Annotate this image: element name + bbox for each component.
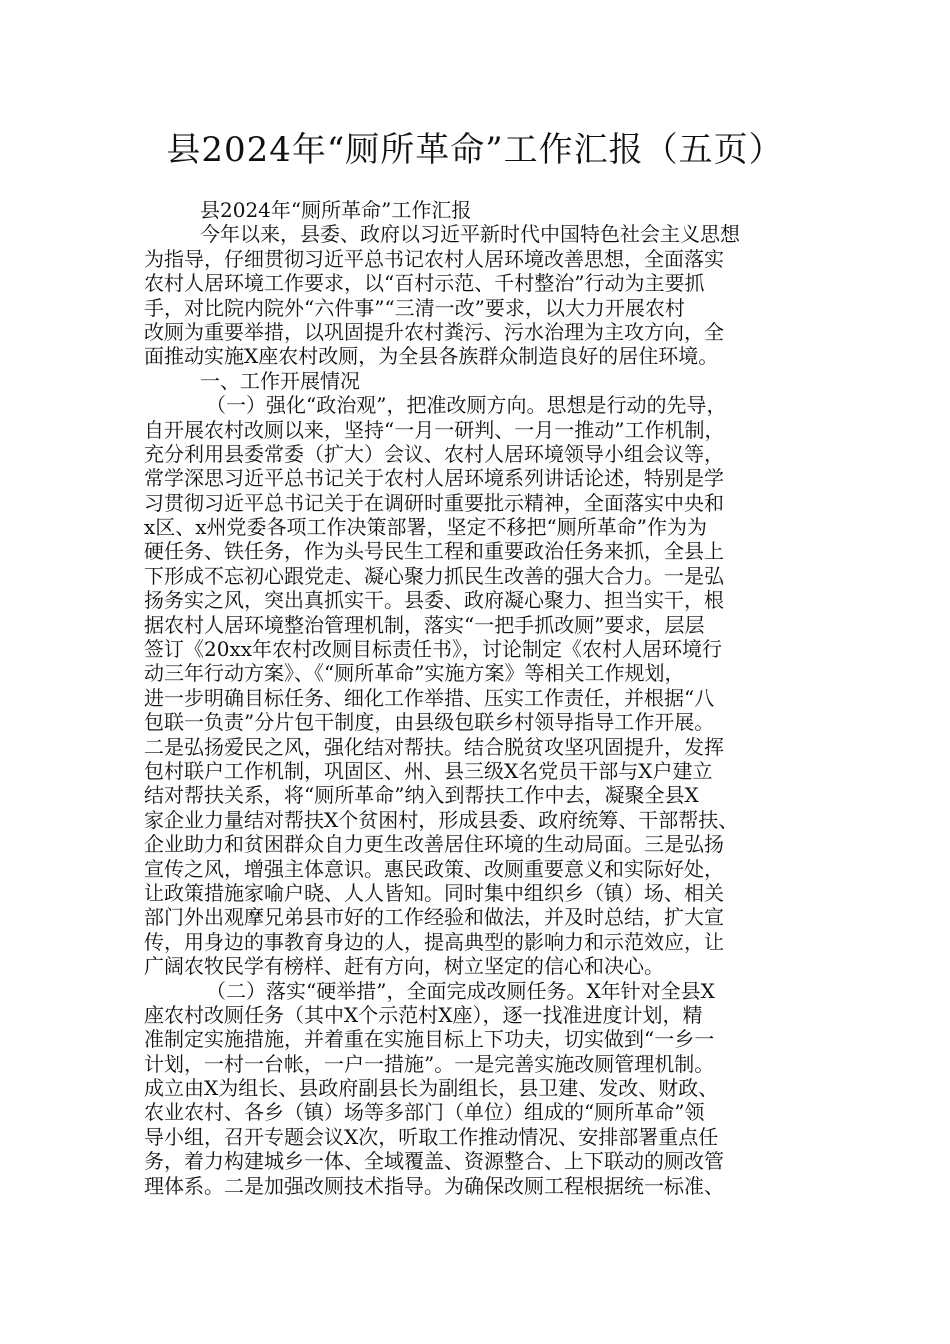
text-line: 面推动实施X座农村改厕，为全县各族群众制造良好的居住环境。	[144, 344, 719, 369]
text-line: 改厕为重要举措，以巩固提升农村粪污、污水治理为主攻方向，全	[144, 319, 724, 344]
text-line: 农业农村、各乡（镇）场等多部门（单位）组成的“厕所革命”领	[144, 1100, 705, 1125]
text-line: 手，对比院内院外“六件事”“三清一改”要求，以大力开展农村	[144, 295, 685, 320]
text-line: 务，着力构建城乡一体、全域覆盖、资源整合、上下联动的厕改管	[144, 1149, 724, 1174]
text-line: （二）落实“硬举措”，全面完成改厕任务。X年针对全县X	[206, 978, 715, 1003]
text-line: 充分利用县委常委（扩大）会议、农村人居环境领导小组会议等，	[144, 441, 724, 466]
text-line: 成立由X为组长、县政府副县长为副组长，县卫建、发改、财政、	[144, 1076, 719, 1101]
text-line: 动三年行动方案》、《“厕所革命”实施方案》等相关工作规划，	[144, 661, 685, 686]
text-line: 结对帮扶关系，将“厕所革命”纳入到帮扶工作中去，凝聚全县X	[144, 783, 699, 808]
text-line: 广阔农牧民学有榜样、赶有方向，树立坚定的信心和决心。	[144, 954, 664, 979]
text-line: 自开展农村改厕以来，坚持“一月一研判、一月一推动”工作机制，	[144, 417, 725, 442]
text-line: 县2024年“厕所革命”工作汇报	[200, 198, 472, 222]
text-line: 进一步明确目标任务、细化工作举措、压实工作责任，并根据“八	[144, 685, 715, 710]
document-body	[144, 198, 808, 1198]
text-line: 座农村改厕任务（其中X个示范村X座），逐一找准进度计划，精	[144, 1002, 703, 1027]
text-line: 理体系。二是加强改厕技术指导。为确保改厕工程根据统一标准、	[144, 1173, 724, 1198]
section-heading: 一、工作开展情况	[200, 368, 360, 393]
text-line: 据农村人居环境整治管理机制，落实“一把手抓改厕”要求，层层	[144, 612, 705, 637]
text-line: 企业助力和贫困群众自力更生改善居住环境的生动局面。三是弘扬	[144, 832, 724, 857]
text-line: 传，用身边的事教育身边的人，提高典型的影响力和示范效应，让	[144, 929, 724, 954]
text-line: 准制定实施措施，并着重在实施目标上下功夫，切实做到“一乡一	[144, 1027, 715, 1052]
text-line: 农村人居环境工作要求，以“百村示范、千村整治”行动为主要抓	[144, 271, 705, 296]
text-line: 二是弘扬爱民之风，强化结对帮扶。结合脱贫攻坚巩固提升，发挥	[144, 734, 724, 759]
text-line: 家企业力量结对帮扶X个贫困村，形成县委、政府统筹、干部帮扶、	[144, 807, 739, 832]
text-line: 下形成不忘初心跟党走、凝心聚力抓民生改善的强大合力。一是弘	[144, 563, 724, 588]
document-title: 县2024年“厕所革命”工作汇报（五页）	[166, 130, 784, 170]
text-line: x区、x州党委各项工作决策部署，坚定不移把“厕所革命”作为为	[144, 515, 708, 540]
text-line: 让政策措施家喻户晓、人人皆知。同时集中组织乡（镇）场、相关	[144, 880, 724, 905]
text-line: （一）强化“政治观”，把准改厕方向。思想是行动的先导，	[206, 393, 727, 418]
text-line: 计划，一村一台帐，一户一措施”。一是完善实施改厕管理机制。	[144, 1051, 715, 1076]
text-line: 签订《20xx年农村改厕目标责任书》，讨论制定《农村人居环境行	[144, 637, 723, 662]
text-line: 硬任务、铁任务，作为头号民生工程和重要政治任务来抓，全县上	[144, 539, 724, 564]
text-line: 部门外出观摩兄弟县市好的工作经验和做法，并及时总结，扩大宣	[144, 905, 724, 930]
text-line: 扬务实之风，突出真抓实干。县委、政府凝心聚力、担当实干，根	[144, 588, 724, 613]
text-line: 导小组，召开专题会议X次，听取工作推动情况、安排部署重点任	[144, 1124, 719, 1149]
text-line: 包联一负责”分片包干制度，由县级包联乡村领导指导工作开展。	[144, 710, 715, 735]
text-line: 宣传之风，增强主体意识。惠民政策、改厕重要意义和实际好处，	[144, 856, 724, 881]
text-line: 常学深思习近平总书记关于农村人居环境系列讲话论述，特别是学	[144, 466, 724, 491]
text-line: 包村联户工作机制，巩固区、州、县三级X名党员干部与X户建立	[144, 758, 713, 783]
text-line: 习贯彻习近平总书记关于在调研时重要批示精神，全面落实中央和	[144, 490, 724, 515]
text-line: 为指导，仔细贯彻习近平总书记农村人居环境改善思想，全面落实	[144, 246, 724, 271]
text-line: 今年以来，县委、政府以习近平新时代中国特色社会主义思想	[200, 222, 740, 247]
